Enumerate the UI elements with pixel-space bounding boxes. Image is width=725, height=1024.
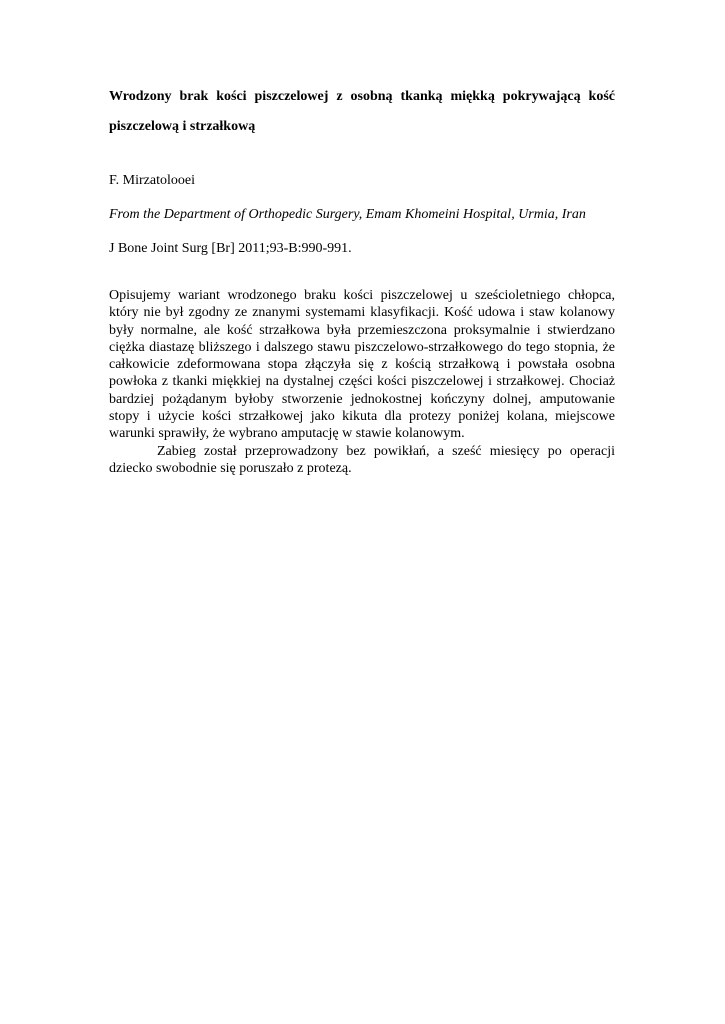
abstract-paragraph: Zabieg został przeprowadzony bez powikłań, a sześć miesięcy po operacji dziecko swobodnie się poruszało z protezą. xyxy=(109,443,615,476)
document-body xyxy=(109,82,615,477)
abstract xyxy=(109,287,615,477)
author-name: F. Mirzatolooei xyxy=(109,173,195,188)
journal-citation: J Bone Joint Surg [Br] 2011;93-B:990-991. xyxy=(109,241,352,256)
abstract-paragraph: Opisujemy wariant wrodzonego braku kości piszczelowej u sześcioletniego chłopca, który nie był zgodny ze znanymi systemami klasyfikacji. Kość udowa i staw kolanowy były normalne, ale kość strzałkowa była przemieszczona proksymalnie i stwierdzano ciężka diastazę bliższego i dalszego stawu piszczelowo-strzałkowego do tego stopnia, że całkowicie zdeformowana stopa złączyła się z kością strzałkową i powstała osobna powłoka z tkanki miękkiej na dystalnej części kości piszczelowej i strzałkowej. Chociaż bardziej pożądanym byłoby stworzenie jednokostnej kończyny dolnej, amputowanie stopy i użycie kości strzałkowej jako kikuta dla protezy poniżej kolana, miejscowe warunki sprawiły, że wybrano amputację w stawie kolanowym. xyxy=(109,288,615,442)
author-affiliation: From the Department of Orthopedic Surgery, Emam Khomeini Hospital, Urmia, Iran xyxy=(109,207,586,222)
document-title: Wrodzony brak kości piszczelowej z osobną tkanką miękką pokrywającą kość piszczelową i strzałkową xyxy=(109,89,615,134)
